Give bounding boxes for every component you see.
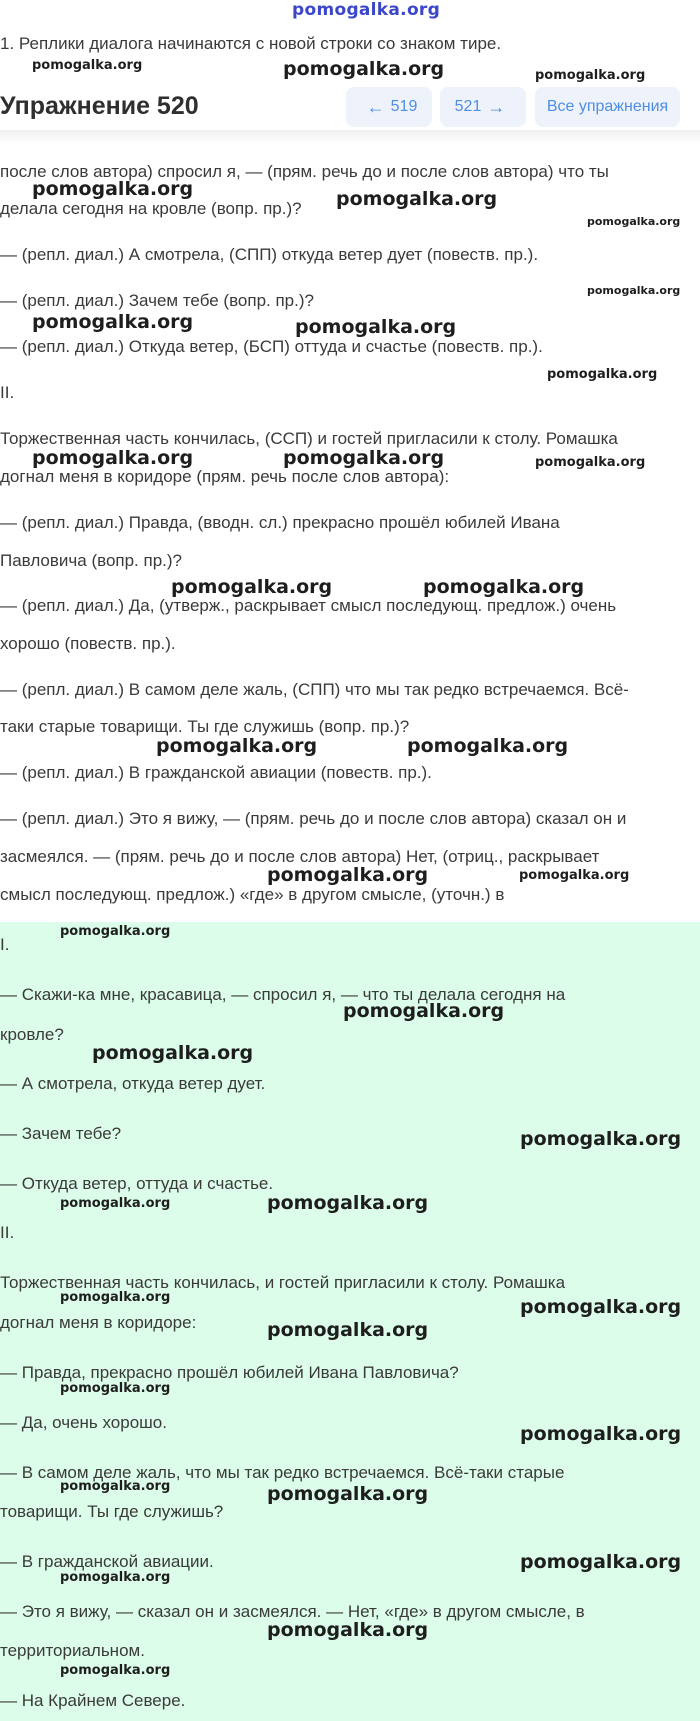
watermark: pomogalka.org <box>60 1290 171 1305</box>
answer-line: — В гражданской авиации. <box>0 1552 214 1571</box>
watermark: pomogalka.org <box>343 1000 505 1022</box>
watermark: pomogalka.org <box>336 188 498 210</box>
analysis-line: — (репл. диал.) В гражданской авиации (повеств. пр.). <box>0 763 432 782</box>
analysis-line: Павловича (вопр. пр.)? <box>0 551 183 570</box>
analysis-line: после слов автора) спросил я, — (прям. речь до и после слов автора) что ты <box>0 162 609 181</box>
watermark: pomogalka.org <box>32 178 194 200</box>
watermark: pomogalka.org <box>520 1128 682 1150</box>
analysis-line: — (репл. диал.) В самом деле жаль, (СПП) что мы так редко встречаемся. Всё- <box>0 680 629 699</box>
answer-line: территориальном. <box>0 1641 145 1660</box>
watermark: pomogalka.org <box>587 284 681 297</box>
watermark: pomogalka.org <box>267 1192 429 1214</box>
watermark: pomogalka.org <box>267 1319 429 1341</box>
analysis-line: — (репл. диал.) Откуда ветер, (БСП) оттуда и счастье (повеств. пр.). <box>0 337 543 356</box>
answer-line: — Зачем тебе? <box>0 1124 122 1143</box>
watermark: pomogalka.org <box>60 1479 171 1494</box>
watermark: pomogalka.org <box>92 1042 254 1064</box>
answer-line: — На Крайнем Севере. <box>0 1691 186 1710</box>
analysis-line: засмеялся. — (прям. речь до и после слов автора) Нет, (отриц., раскрывает <box>0 847 600 866</box>
answer-line: Торжественная часть кончилась, и гостей пригласили к столу. Ромашка <box>0 1273 566 1292</box>
watermark: pomogalka.org <box>587 215 681 228</box>
answer-line: II. <box>0 1223 15 1242</box>
watermark: pomogalka.org <box>520 1551 682 1573</box>
watermark: pomogalka.org <box>423 576 585 598</box>
watermark: pomogalka.org <box>60 1196 171 1211</box>
watermark: pomogalka.org <box>156 735 318 757</box>
answer-line: — Откуда ветер, оттуда и счастье. <box>0 1174 274 1193</box>
watermark: pomogalka.org <box>32 447 194 469</box>
next-exercise-label: 521 <box>454 98 482 115</box>
watermark: pomogalka.org <box>267 864 429 886</box>
analysis-line: — (репл. диал.) Правда, (вводн. сл.) прекрасно прошёл юбилей Ивана <box>0 513 560 532</box>
watermark: pomogalka.org <box>519 868 630 883</box>
watermark: pomogalka.org <box>60 1381 171 1396</box>
watermark: pomogalka.org <box>60 924 171 939</box>
answer-line: — В самом деле жаль, что мы так редко встречаемся. Всё-таки старые <box>0 1463 565 1482</box>
watermark: pomogalka.org <box>32 58 143 73</box>
answer-line: товарищи. Ты где служишь? <box>0 1502 224 1521</box>
analysis-line: смысл последующ. предлож.) «где» в другом смысле, (уточн.) в <box>0 885 505 904</box>
analysis-line: — (репл. диал.) Да, (утверж., раскрывает смысл последующ. предлож.) очень <box>0 596 617 615</box>
watermark: pomogalka.org <box>32 311 194 333</box>
arrow-right-icon: → <box>487 96 506 117</box>
answer-line: I. <box>0 935 10 954</box>
answer-line: — Да, очень хорошо. <box>0 1413 167 1432</box>
analysis-line: догнал меня в коридоре (прям. речь после слов автора): <box>0 467 450 486</box>
answer-line: — Правда, прекрасно прошёл юбилей Ивана Павловича? <box>0 1363 459 1382</box>
watermark: pomogalka.org <box>283 447 445 469</box>
page-title: Упражнение 520 <box>0 92 199 120</box>
watermark: pomogalka.org <box>60 1663 171 1678</box>
prev-exercise-label: 519 <box>390 98 418 115</box>
analysis-line: хорошо (повеств. пр.). <box>0 634 176 653</box>
watermark: pomogalka.org <box>547 367 658 382</box>
arrow-left-icon: ← <box>366 96 385 117</box>
site-logo[interactable]: pomogalka.org <box>292 0 441 20</box>
answer-line: — А смотрела, откуда ветер дует. <box>0 1074 266 1093</box>
watermark: pomogalka.org <box>283 58 445 80</box>
watermark: pomogalka.org <box>535 455 646 470</box>
answer-line: — Это я вижу, — сказал он и засмеялся. — Нет, «где» в другом смысле, в <box>0 1602 585 1621</box>
analysis-line: таки старые товарищи. Ты где служишь (вопр. пр.)? <box>0 717 410 736</box>
scroll-fade <box>0 130 700 144</box>
answer-line: — Скажи-ка мне, красавица, — спросил я, — что ты делала сегодня на <box>0 985 566 1004</box>
watermark: pomogalka.org <box>535 68 646 83</box>
analysis-line: Торжественная часть кончилась, (ССП) и гостей пригласили к столу. Ромашка <box>0 429 618 448</box>
watermark: pomogalka.org <box>267 1483 429 1505</box>
answer-line: кровле? <box>0 1025 64 1044</box>
watermark: pomogalka.org <box>267 1619 429 1641</box>
analysis-line: II. <box>0 383 15 402</box>
watermark: pomogalka.org <box>407 735 569 757</box>
intro-line: 1. Реплики диалога начинаются с новой строки со знаком тире. <box>0 34 502 53</box>
watermark: pomogalka.org <box>171 576 333 598</box>
answer-line: догнал меня в коридоре: <box>0 1313 197 1332</box>
prev-exercise-button[interactable] <box>346 87 432 127</box>
watermark: pomogalka.org <box>295 316 457 338</box>
all-exercises-button[interactable] <box>535 87 680 127</box>
watermark: pomogalka.org <box>60 1570 171 1585</box>
watermark: pomogalka.org <box>520 1296 682 1318</box>
watermark: pomogalka.org <box>520 1423 682 1445</box>
analysis-line: — (репл. диал.) А смотрела, (СПП) откуда ветер дует (повеств. пр.). <box>0 245 539 264</box>
next-exercise-button[interactable] <box>440 87 526 127</box>
analysis-line: — (репл. диал.) Зачем тебе (вопр. пр.)? <box>0 291 314 310</box>
all-exercises-label: Все упражнения <box>546 98 669 115</box>
analysis-line: — (репл. диал.) Это я вижу, — (прям. речь до и после слов автора) сказал он и <box>0 809 627 828</box>
analysis-line: делала сегодня на кровле (вопр. пр.)? <box>0 199 302 218</box>
